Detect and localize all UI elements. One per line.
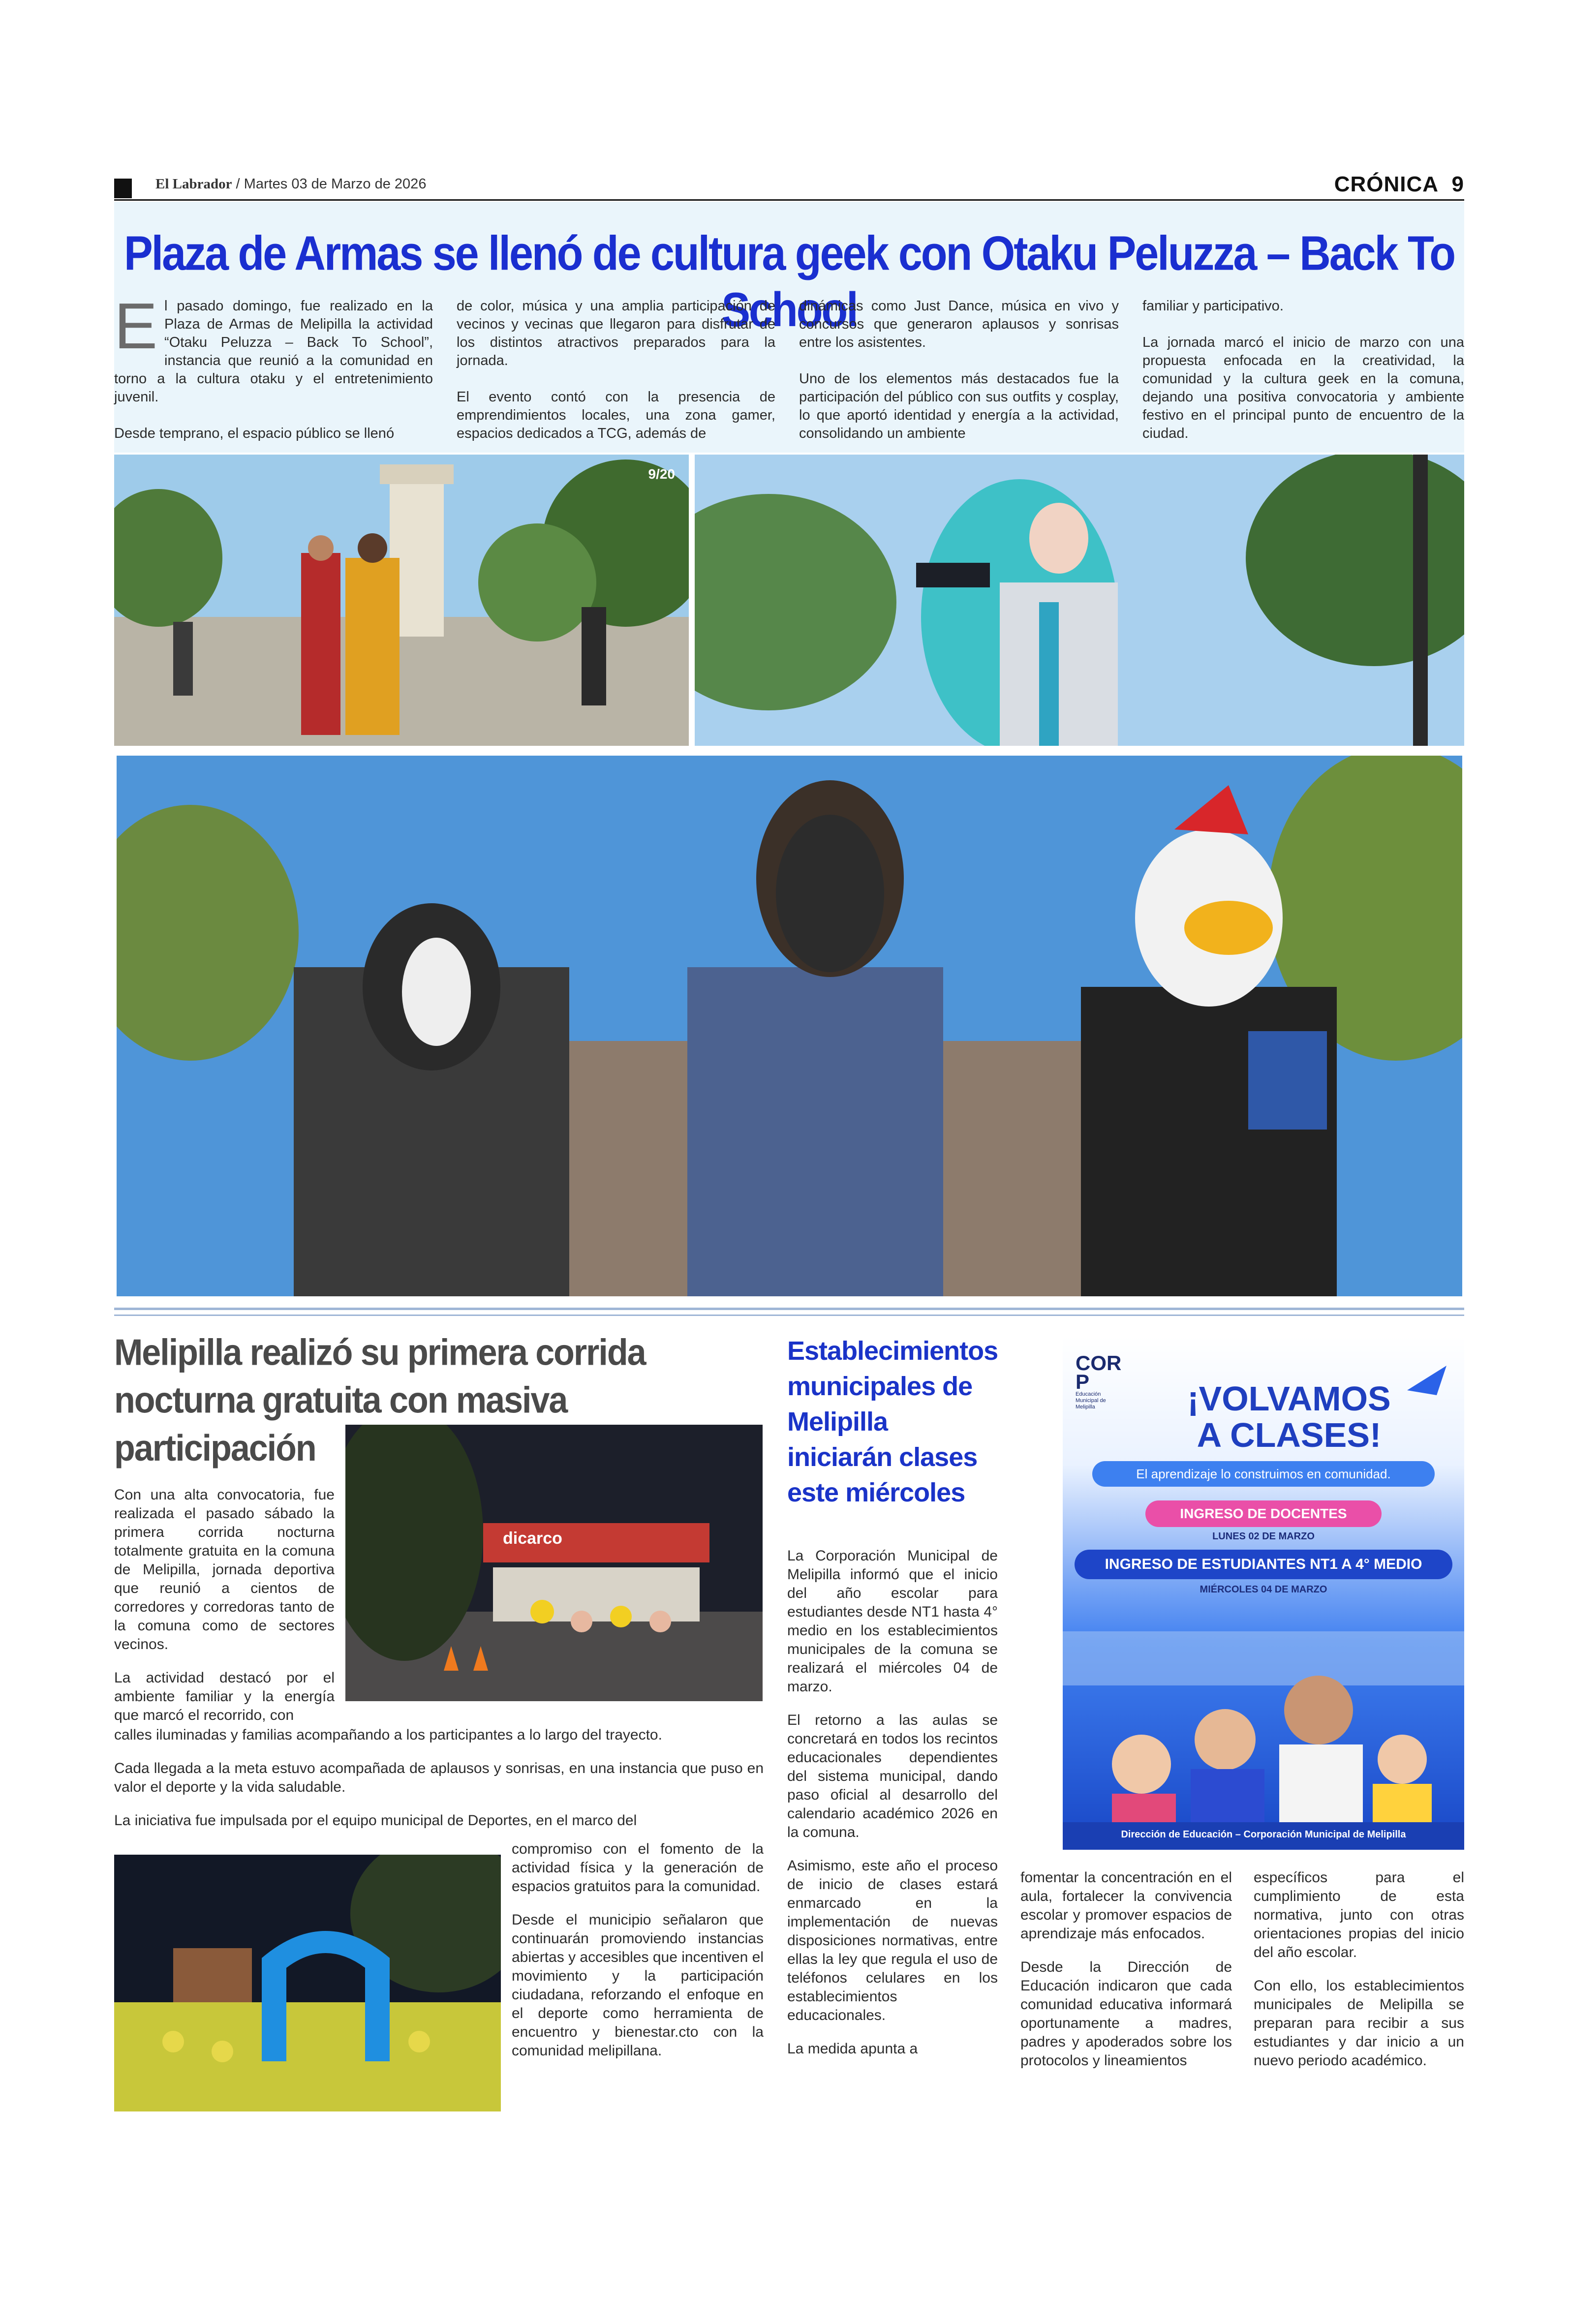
article2-p2a: La actividad destacó por el ambiente familiar y la energía que marcó el recorrido, con: [114, 1670, 335, 1723]
article3-c1-p2: El retorno a las aulas se concretará en todos los recintos educacionales dependientes del sistema municipal, dando paso oficial al desarrollo del calendario académico 2026 en la comuna.: [787, 1712, 998, 1840]
section-divider-bottom: [114, 1315, 1464, 1316]
article3-c1-p4: La medida apunta a: [787, 2041, 918, 2057]
ad-logo-line1: COR: [1076, 1351, 1122, 1375]
article1-col1: [114, 290, 433, 461]
school-ad: [1063, 1336, 1464, 1850]
article2-wide-block: [114, 1726, 764, 1830]
article2-headline-line1: Melipilla realizó su primera corrida: [114, 1331, 646, 1373]
article2-p3: Cada llegada a la meta estuvo acompañada de aplausos y sonrisas, en una instancia que puso en valor el deporte y la vida saludable.: [114, 1760, 764, 1795]
article1-col2-p1: de color, música y una amplia participación de vecinos y vecinas que llegaron para disfrutar de los distintos atractivos preparados para la jornada.: [457, 298, 775, 368]
article3-headline-line5: este miércoles: [787, 1478, 965, 1507]
article2-p4a: La iniciativa fue impulsada por el equipo municipal de Deportes, en el marco del: [114, 1812, 637, 1829]
section-page: [1334, 172, 1464, 197]
header-publication-date: [155, 176, 426, 192]
ad-tagline: El aprendizaje lo construimos en comunidad.: [1092, 1461, 1435, 1487]
article2-p2b: calles iluminadas y familias acompañando a los participantes a lo largo del trayecto.: [114, 1727, 662, 1743]
article3-c2-p2: Desde la Dirección de Educación indicaron que cada comunidad educativa informará oportunamente a madres, padres y apoderados sobre los protocolos y lineamientos: [1020, 1959, 1232, 2069]
article3-headline-line4: iniciarán clases: [787, 1442, 978, 1472]
article3-c2-p1: fomentar la concentración en el aula, fortalecer la convivencia escolar y promover espacios de aprendizaje más enfocados.: [1020, 1869, 1232, 1942]
article3-col1: [787, 1547, 998, 2073]
photo-banner-text: dicarco: [503, 1529, 562, 1548]
article1-col1-p1: l pasado domingo, fue realizado en la Plaza de Armas de Melipilla la actividad “Otaku Peluzza – Back To School”, instancia que reunió a la comunidad en torno a la cultura otaku y el entretenimiento juvenil.: [114, 298, 433, 405]
publication-name: El Labrador: [155, 176, 232, 192]
section-name: CRÓNICA: [1334, 172, 1439, 196]
article2-p5: Desde el municipio señalaron que continuarán promoviendo instancias abiertas y accesibles que incentiven el movimiento y la participación ciudadana, reforzando el enfoque en el deporte como herramienta de encuentro y bienestar.cto con la comunidad melipillana.: [512, 1912, 764, 2059]
article1-col2: [457, 297, 775, 461]
article1-col1-p2: Desde temprano, el espacio público se llenó: [114, 426, 395, 441]
photo-masked-trio: [117, 756, 1462, 1296]
ad-logo-sub: Educación Municipal de Melipilla: [1076, 1391, 1106, 1410]
article1-col3-p2: Uno de los elementos más destacados fue la participación del público con sus outfits y cosplay, lo que aportó identidad y energía a la actividad, consolidando un ambiente: [799, 371, 1119, 441]
ad-title: [1132, 1380, 1446, 1453]
dropcap: E: [114, 290, 158, 362]
article3-c3-p1: específicos para el cumplimiento de esta normativa, junto con otras orientaciones propias del inicio del año escolar.: [1254, 1869, 1464, 1960]
article2-p1-block: [114, 1486, 335, 1725]
article3-col3: [1254, 1868, 1464, 2085]
article3-col2: [1020, 1868, 1232, 2085]
article2-p4b: compromiso con el fomento de la actividad física y la generación de espacios gratuitos para la comunidad.: [512, 1841, 764, 1895]
article2-col-right: [512, 1840, 764, 2075]
article2-headline-line3: participación: [114, 1427, 316, 1469]
article1-col4: [1142, 297, 1464, 461]
article2-headline-line2: nocturna gratuita con masiva: [114, 1379, 567, 1421]
ad-logo: [1076, 1351, 1122, 1410]
article3-headline-line2: municipales de: [787, 1372, 973, 1401]
photo-plaza-costumes: [114, 455, 689, 746]
ad-teachers-date: LUNES 02 DE MARZO: [1212, 1531, 1315, 1542]
article1-col2-p2: El evento contó con la presencia de emprendimientos locales, una zona gamer, espacios dedicados a TCG, además de: [457, 389, 775, 441]
article1-headline: Plaza de Armas se llenó de cultura geek con Otaku Peluzza – Back To School: [123, 226, 1455, 337]
article2-p1: Con una alta convocatoria, fue realizada el pasado sábado la primera corrida nocturna totalmente gratuita en la comuna de Melipilla, jornada deportiva que reunió a cientos de corredores y corredoras tanto de la comuna como de sectores vecinos.: [114, 1487, 335, 1652]
article1-col4-p1: familiar y participativo.: [1142, 298, 1284, 314]
article3-c1-p3: Asimismo, este año el proceso de inicio de clases estará enmarcado en la implementación de nuevas disposiciones normativas, entre ellas la ley que regula el uso de teléfonos celulares en los establecimientos educacionales.: [787, 1858, 998, 2023]
photo-night-run-street: [345, 1425, 763, 1701]
ad-footer: Dirección de Educación – Corporación Municipal de Melipilla: [1121, 1829, 1406, 1840]
ad-logo-line2: P: [1076, 1370, 1090, 1393]
article3-headline-line3: Melipilla: [787, 1407, 888, 1437]
photo-counter: 9/20: [648, 466, 675, 482]
photo-night-run-finish: [114, 1855, 501, 2111]
article3-headline: [787, 1333, 1043, 1510]
ad-teachers-label: INGRESO DE DOCENTES: [1145, 1500, 1382, 1527]
page-number: 9: [1451, 172, 1464, 196]
publication-date: / Martes 03 de Marzo de 2026: [232, 176, 427, 192]
article1-col4-p2: La jornada marcó el inicio de marzo con una propuesta enfocada en la creatividad, la comunidad y la cultura geek en la comuna, dejando una positiva convocatoria y ambiente festivo en el principal punto de encuentro de la ciudad.: [1142, 335, 1464, 441]
ad-students-date: MIÉRCOLES 04 DE MARZO: [1200, 1584, 1327, 1595]
photo-cosplayer: [695, 455, 1464, 746]
ad-title-line1: ¡VOLVAMOS: [1187, 1379, 1391, 1418]
header-rule: [114, 199, 1464, 201]
article1-col3-p1: dinámicas como Just Dance, música en vivo y concursos que generaron aplausos y sonrisas entre los asistentes.: [799, 298, 1119, 350]
article3-c1-p1: La Corporación Municipal de Melipilla informó que el inicio del año escolar para estudiantes desde NT1 hasta 4° medio en los establecimientos municipales de la comuna se realizará el miércoles 04 de marzo.: [787, 1548, 998, 1695]
article1-col3: [799, 297, 1119, 461]
article3-c3-p2: Con ello, los establecimientos municipales de Melipilla se preparan para recibir a sus estudiantes y dar inicio a un nuevo periodo académico.: [1254, 1978, 1464, 2069]
section-divider-top: [114, 1308, 1464, 1310]
article3-headline-line1: Establecimientos: [787, 1336, 998, 1366]
ad-students-label: INGRESO DE ESTUDIANTES NT1 A 4° MEDIO: [1075, 1550, 1452, 1579]
ad-title-line2: A CLASES!: [1197, 1416, 1382, 1454]
header-marker: [114, 179, 132, 198]
